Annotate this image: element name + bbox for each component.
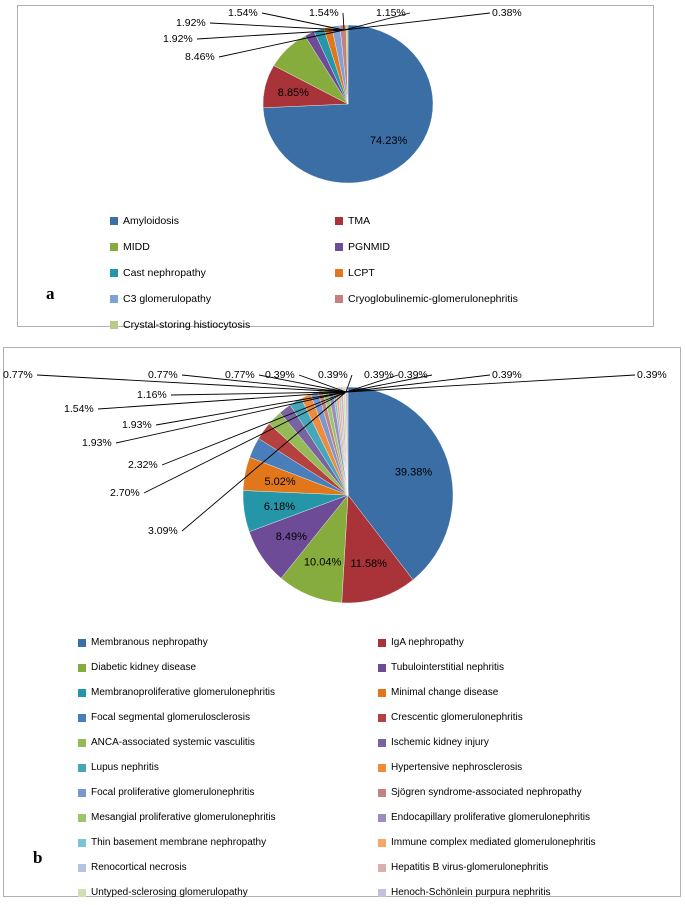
pie-callout-label: 3.09% bbox=[148, 525, 178, 537]
legend-color-swatch bbox=[78, 689, 86, 697]
pie-callout-label: 0.39% bbox=[318, 369, 348, 381]
pie-callout-label: 1.93% bbox=[82, 437, 112, 449]
legend-label: Henoch-Schönlein purpura nephritis bbox=[391, 887, 551, 898]
legend-label: C3 glomerulopathy bbox=[123, 292, 212, 305]
panel-b-legend-item bbox=[378, 837, 668, 848]
legend-label: PGNMID bbox=[348, 240, 390, 253]
legend-label: Renocortical necrosis bbox=[91, 862, 187, 873]
legend-label: MIDD bbox=[123, 240, 150, 253]
legend-color-swatch bbox=[78, 764, 86, 772]
panel-b-legend-item bbox=[378, 787, 668, 798]
pie-callout-label: 0.39% bbox=[265, 369, 295, 381]
panel-a-letter: a bbox=[46, 284, 55, 303]
panel-b-legend-item bbox=[378, 862, 668, 873]
legend-color-swatch bbox=[378, 664, 386, 672]
legend-color-swatch bbox=[78, 714, 86, 722]
legend-label: Lupus nephritis bbox=[91, 762, 159, 773]
pie-callout-label: 2.70% bbox=[110, 487, 140, 499]
legend-color-swatch bbox=[78, 639, 86, 647]
legend-label: TMA bbox=[348, 214, 371, 227]
pie-value-label: 11.58% bbox=[350, 558, 387, 571]
legend-label: Amyloidosis bbox=[123, 214, 180, 227]
pie-value-label: 5.02% bbox=[264, 475, 296, 488]
legend-label: Hypertensive nephrosclerosis bbox=[391, 762, 523, 773]
legend-color-swatch bbox=[378, 689, 386, 697]
legend-label: Tubulointerstitial nephritis bbox=[391, 662, 505, 673]
panel-b-legend-item bbox=[378, 762, 668, 773]
legend-color-swatch bbox=[378, 839, 386, 847]
panel-b-legend-item bbox=[78, 762, 378, 773]
legend-label: Untyped-sclerosing glomerulopathy bbox=[91, 887, 248, 898]
panel-b-letter: b bbox=[33, 848, 43, 867]
legend-color-swatch bbox=[78, 739, 86, 747]
legend-label: Focal proliferative glomerulonephritis bbox=[91, 787, 255, 798]
legend-label: ANCA-associated systemic vasculitis bbox=[91, 737, 255, 748]
legend-color-swatch bbox=[78, 789, 86, 797]
legend-color-swatch bbox=[378, 814, 386, 822]
legend-label: Minimal change disease bbox=[391, 687, 499, 698]
pie-value-label: 10.04% bbox=[303, 556, 342, 569]
legend-color-swatch bbox=[378, 639, 386, 647]
panel-b-legend-item bbox=[78, 787, 378, 798]
legend-color-swatch bbox=[78, 664, 86, 672]
pie-value-label: 6.18% bbox=[263, 500, 296, 513]
legend-label: Mesangial proliferative glomerulonephritis bbox=[91, 812, 276, 823]
pie-value-label: 39.38% bbox=[394, 466, 433, 479]
pie-callout-label: 1.16% bbox=[137, 389, 167, 401]
panel-b-legend-item bbox=[78, 737, 378, 748]
panel-b-legend-item bbox=[378, 737, 668, 748]
panel-b-legend-item bbox=[78, 837, 378, 848]
panel-b-legend-item bbox=[78, 887, 378, 898]
panel-b-legend-item bbox=[78, 862, 378, 873]
panel-b-legend-item bbox=[378, 662, 668, 673]
panel-b-legend-item bbox=[378, 712, 668, 723]
panel-b-legend-item bbox=[378, 887, 668, 898]
panel-b-legend-item bbox=[78, 712, 378, 723]
legend-color-swatch bbox=[78, 814, 86, 822]
legend-label: Cast nephropathy bbox=[123, 266, 206, 279]
pie-value-label: 8.85% bbox=[277, 87, 309, 100]
panel-b-legend bbox=[78, 630, 668, 905]
pie-value-label: 8.49% bbox=[275, 531, 307, 544]
legend-label: Thin basement membrane nephropathy bbox=[91, 837, 267, 848]
legend-label: Diabetic kidney disease bbox=[91, 662, 197, 673]
legend-label: Membranous nephropathy bbox=[91, 637, 208, 648]
pie-callout-label: 1.93% bbox=[122, 419, 152, 431]
pie-callout-label: 0.77% bbox=[225, 369, 255, 381]
legend-color-swatch bbox=[378, 714, 386, 722]
legend-color-swatch bbox=[378, 889, 386, 897]
pie-callout-label: 0.77% bbox=[3, 369, 33, 381]
callout-leader-line bbox=[37, 375, 346, 392]
panel-b-legend-item bbox=[378, 812, 668, 823]
pie-callout-label: 0.39% bbox=[492, 369, 522, 381]
legend-label: Crystal-storing histiocytosis bbox=[123, 318, 251, 331]
pie-callout-label: 0.39% bbox=[637, 369, 667, 381]
panel-b-legend-item bbox=[378, 687, 668, 698]
pie-callout-label: 1.92% bbox=[176, 17, 206, 29]
pie-callout-label: 1.92% bbox=[163, 33, 193, 45]
pie-callout-label: 2.32% bbox=[128, 459, 158, 471]
legend-color-swatch bbox=[378, 864, 386, 872]
panel-b-legend-item bbox=[78, 637, 378, 648]
pie-callout-label: 1.54% bbox=[309, 7, 339, 19]
legend-label: LCPT bbox=[348, 266, 375, 279]
panel-b-legend-item bbox=[78, 662, 378, 673]
pie-b-slices bbox=[243, 387, 453, 603]
legend-color-swatch bbox=[378, 789, 386, 797]
pie-callout-label: 0.39% bbox=[364, 369, 394, 381]
pie-callout-label: 0.39% bbox=[398, 369, 428, 381]
legend-color-swatch bbox=[78, 839, 86, 847]
legend-color-swatch bbox=[78, 889, 86, 897]
pie-callout-label: 1.54% bbox=[228, 7, 258, 19]
pie-value-label: 74.23% bbox=[369, 134, 408, 147]
legend-color-swatch bbox=[378, 764, 386, 772]
legend-color-swatch bbox=[378, 739, 386, 747]
pie-callout-label: 1.15% bbox=[376, 7, 406, 19]
legend-label: Ischemic kidney injury bbox=[391, 737, 489, 748]
pie-callout-label: 8.46% bbox=[185, 51, 215, 63]
panel-b-legend-item bbox=[78, 687, 378, 698]
panel-b-legend-item bbox=[378, 637, 668, 648]
panel-b-legend-item bbox=[78, 812, 378, 823]
pie-callout-label: 0.38% bbox=[492, 7, 522, 19]
legend-label: Focal segmental glomerulosclerosis bbox=[91, 712, 250, 723]
legend-label: IgA nephropathy bbox=[391, 637, 464, 648]
legend-label: Membranoproliferative glomerulonephritis bbox=[91, 687, 275, 698]
legend-label: Immune complex mediated glomerulonephritis bbox=[391, 837, 596, 848]
pie-callout-label: 0.77% bbox=[148, 369, 178, 381]
legend-label: Hepatitis B virus-glomerulonephritis bbox=[391, 862, 549, 873]
legend-label: Cryoglobulinemic-glomerulonephritis bbox=[348, 292, 518, 305]
legend-label: Crescentic glomerulonephritis bbox=[391, 712, 523, 723]
legend-label: Endocapillary proliferative glomerulonephritis bbox=[391, 812, 590, 823]
legend-color-swatch bbox=[78, 864, 86, 872]
legend-label: Sjögren syndrome-associated nephropathy bbox=[391, 787, 582, 798]
pie-callout-label: 1.54% bbox=[64, 403, 94, 415]
